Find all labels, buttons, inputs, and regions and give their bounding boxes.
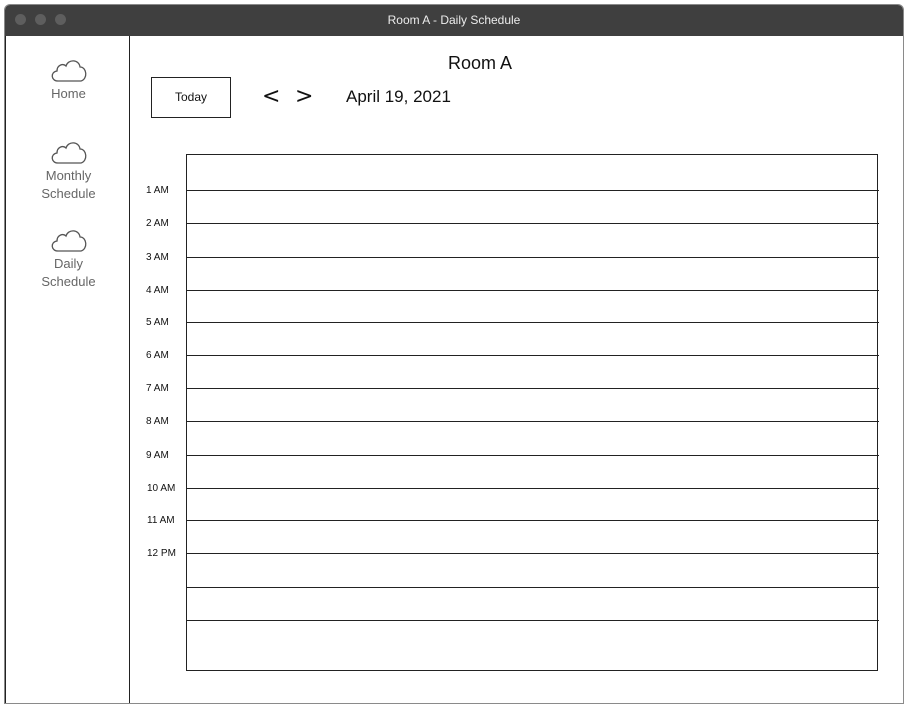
sidebar-item-daily-schedule[interactable] (6, 226, 131, 291)
window-title: Room A - Daily Schedule (387, 13, 521, 27)
current-date: April 19, 2021 (346, 87, 451, 106)
cloud-icon (48, 138, 90, 166)
sidebar-item-monthly-schedule[interactable] (6, 138, 131, 203)
time-label: 8 AM (146, 416, 169, 427)
time-label: 11 AM (147, 515, 175, 526)
hour-line (186, 421, 879, 422)
sidebar-item-label: Monthly Schedule (41, 168, 96, 201)
time-label: 9 AM (146, 450, 169, 461)
sidebar-item-label: Daily Schedule (41, 256, 96, 289)
hour-line (186, 257, 879, 258)
app-window (4, 4, 904, 704)
today-button[interactable]: Today (151, 77, 231, 118)
sidebar (5, 36, 130, 704)
hour-line (186, 290, 879, 291)
next-day-button[interactable]: > (295, 84, 314, 109)
hour-line (186, 223, 879, 224)
hour-line (186, 520, 879, 521)
previous-day-button[interactable]: < (262, 84, 281, 109)
hour-line (186, 455, 879, 456)
time-label: 3 AM (146, 252, 169, 263)
time-label: 1 AM (146, 185, 169, 196)
page-title: Room A (447, 53, 513, 73)
time-label: 5 AM (146, 317, 169, 328)
time-label: 2 AM (146, 218, 169, 229)
cloud-icon (48, 56, 90, 84)
hour-line (186, 322, 879, 323)
hour-line (186, 388, 879, 389)
hour-line (186, 355, 879, 356)
time-label: 4 AM (146, 285, 169, 296)
time-label: 12 PM (147, 548, 176, 559)
schedule-grid[interactable] (186, 154, 878, 671)
hour-line (186, 553, 879, 554)
title-bar (5, 5, 903, 36)
hour-line (186, 587, 879, 588)
time-label: 7 AM (146, 383, 169, 394)
hour-line (186, 190, 879, 191)
hour-line (186, 488, 879, 489)
time-label: 10 AM (147, 483, 176, 494)
sidebar-item-home[interactable] (6, 56, 131, 103)
sidebar-item-label: Home (51, 86, 86, 101)
time-label: 6 AM (146, 350, 169, 361)
hour-line (186, 620, 879, 621)
cloud-icon (48, 226, 90, 254)
